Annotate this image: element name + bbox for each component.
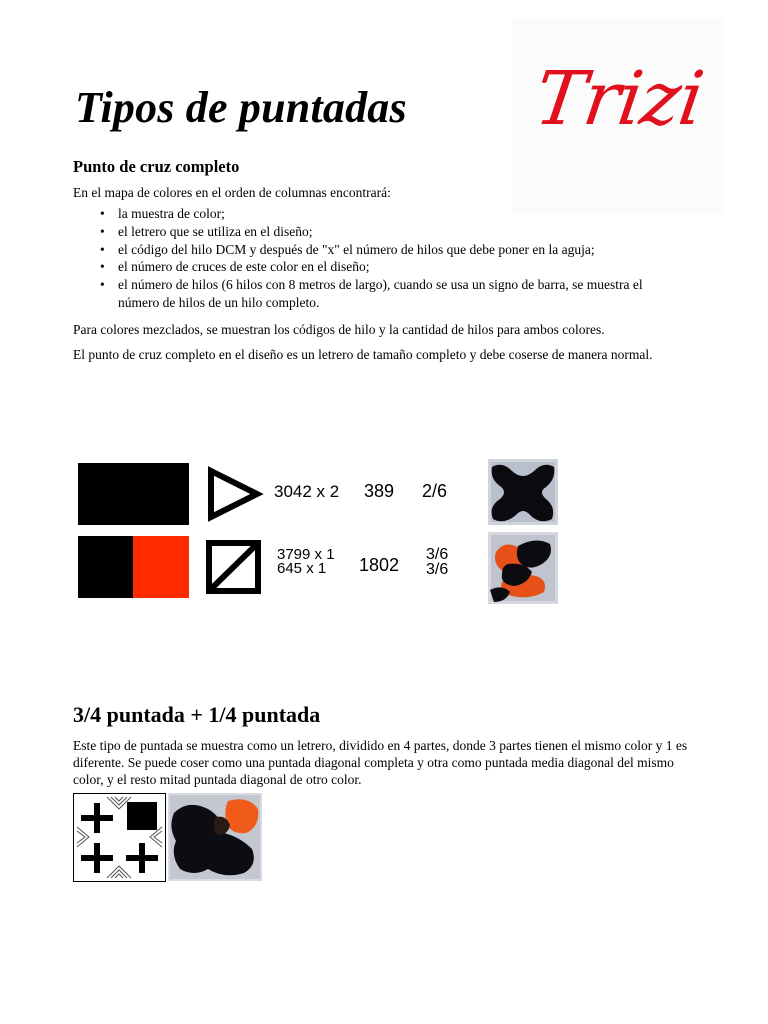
thread-code-line: 3799 x 1 [277, 546, 335, 563]
swatch-black-half [78, 536, 133, 598]
three-quarter-stitch-symbol [73, 793, 166, 882]
thread-code-line: 645 x 1 [277, 560, 327, 577]
three-quarter-paragraph: Este tipo de puntada se muestra como un letrero, dividido en 4 partes, donde 3 partes tienen el mismo color y 1 es diferente. Se puede coser como una puntada diagonal completa y otra como puntada media diagonal del mismo color, y el resto mitad puntada diagonal de otro color. [73, 738, 688, 787]
page-title: Tipos de puntadas [75, 83, 407, 132]
thread-code: 3042 x 2 [274, 482, 340, 501]
list-item: • el letrero que se utiliza en el diseño; [100, 223, 680, 241]
list-item: • el código del hilo DCM y después de "x" el número de hilos que debe poner en la aguja; [100, 241, 680, 259]
three-quarter-stitch-photo [168, 793, 262, 881]
color-swatch-mixed [78, 536, 189, 598]
skein-count-line: 3/6 [426, 546, 449, 563]
swatch-red-half [133, 536, 189, 598]
stitch-count: 1802 [359, 555, 400, 575]
skein-count-mixed [426, 547, 448, 577]
skein-count: 2/6 [422, 481, 448, 501]
stitch-count: 389 [364, 481, 395, 501]
list-item: • el número de hilos (6 hilos con 8 metros de largo), cuando se usa un signo de barra, se muestra el número de hilos de un hilo completo. [100, 276, 680, 312]
section-heading-three-quarter: 3/4 puntada + 1/4 puntada [73, 702, 321, 727]
column-list [100, 205, 680, 312]
section-heading-cross-stitch: Punto de cruz completo [73, 157, 240, 176]
cross-stitch-photo-black [488, 459, 558, 525]
thread-code-mixed [277, 548, 335, 576]
list-item: • el número de cruces de este color en el diseño; [100, 258, 680, 276]
triangle-icon [205, 466, 265, 522]
trizi-logo: Trizi [529, 56, 709, 142]
intro-paragraph: En el mapa de colores en el orden de columnas encontrará: [73, 185, 391, 200]
list-item: • la muestra de color; [100, 205, 680, 223]
square-slash-icon [205, 539, 263, 595]
full-stitch-paragraph: El punto de cruz completo en el diseño es un letrero de tamaño completo y debe coserse de manera normal. [73, 347, 653, 362]
cross-stitch-photo-mixed [488, 532, 558, 604]
skein-count-line: 3/6 [426, 561, 449, 578]
color-swatch-black [78, 463, 189, 525]
mixed-colors-paragraph: Para colores mezclados, se muestran los códigos de hilo y la cantidad de hilos para ambos colores. [73, 322, 605, 337]
